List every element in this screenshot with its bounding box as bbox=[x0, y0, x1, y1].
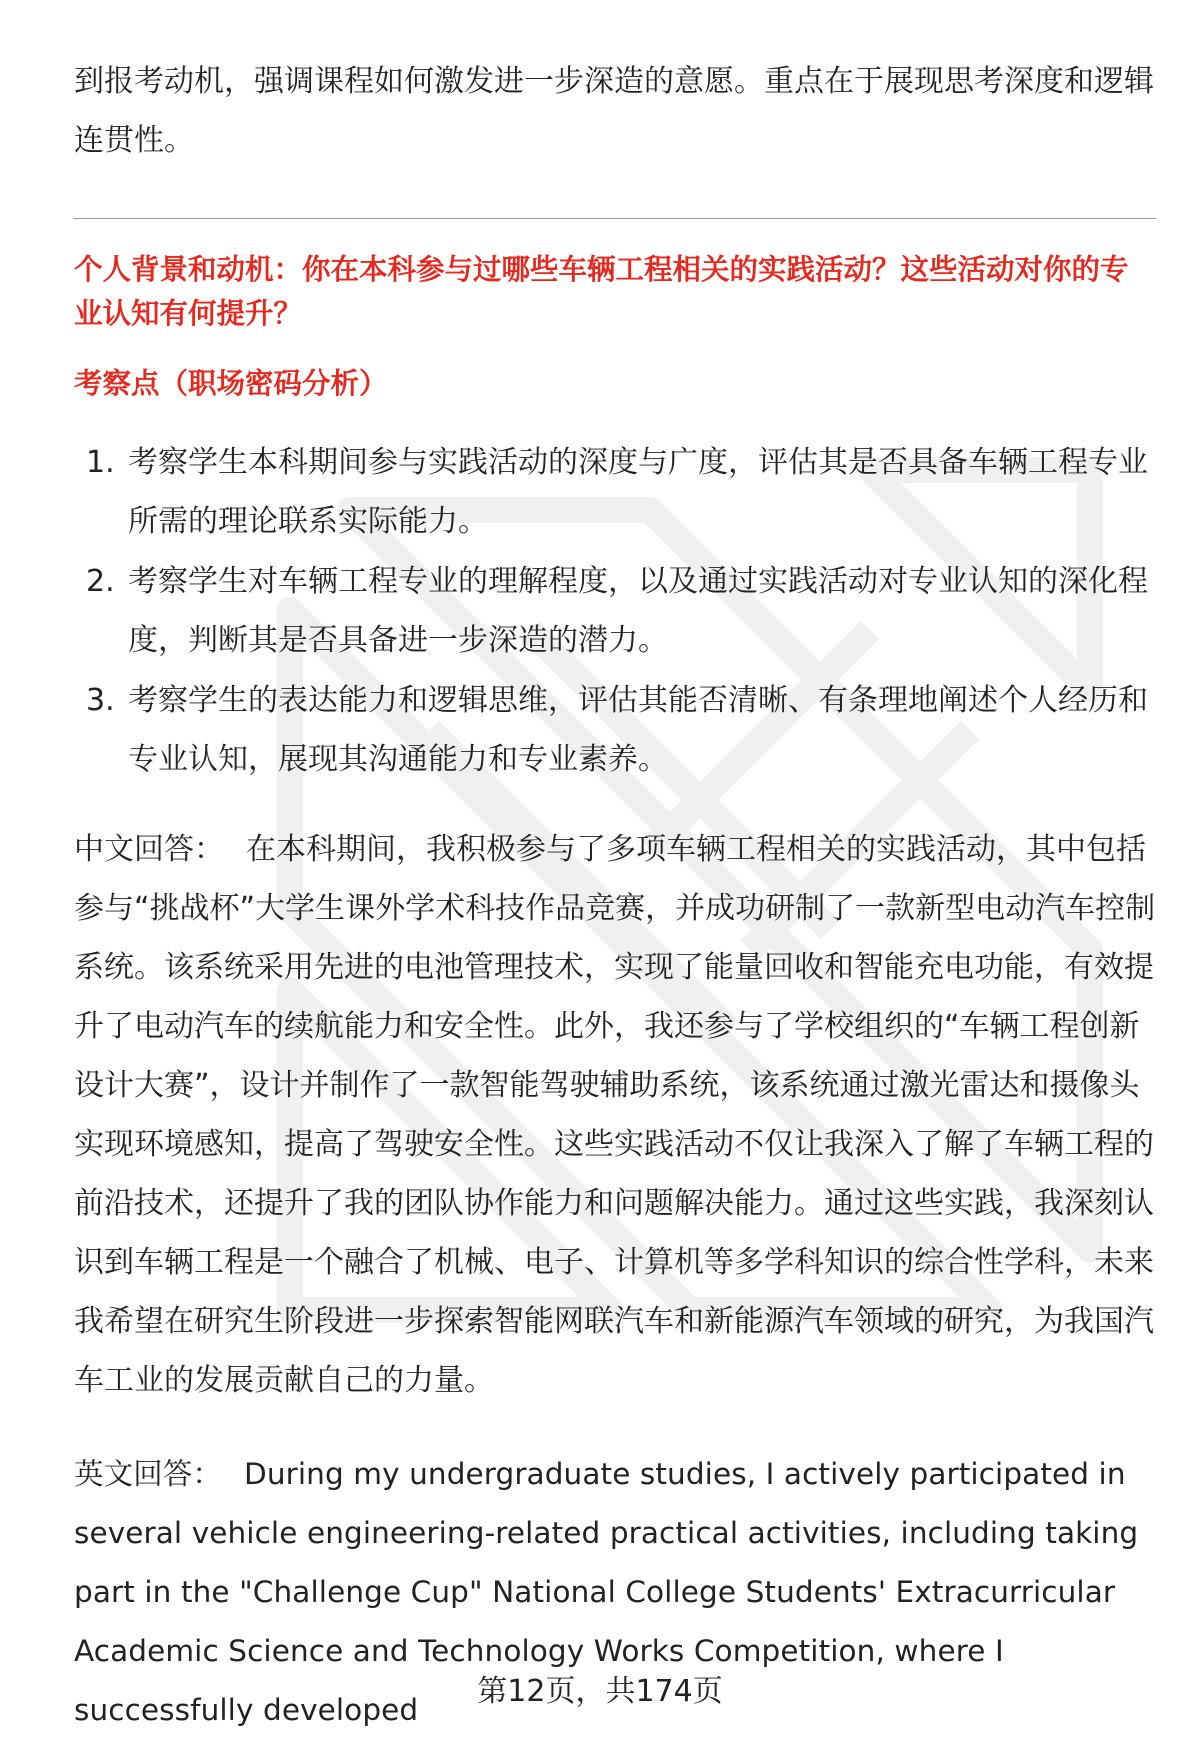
chinese-answer-label: 中文回答： bbox=[74, 832, 224, 867]
english-answer-text: During my undergraduate studies, I actively participated in several vehicle engineering-related practical activities, including taking part in the "Challenge Cup" National College Students' Extracurricular Academic Science and Technology Works Competition, where I successfully developed bbox=[74, 1457, 1139, 1727]
point-number: 2. bbox=[86, 564, 115, 599]
section-divider bbox=[74, 218, 1156, 219]
assessment-point bbox=[74, 552, 1156, 670]
assessment-point bbox=[74, 671, 1156, 789]
chinese-answer-paragraph bbox=[74, 820, 1156, 1410]
chinese-answer-text: 在本科期间，我积极参与了多项车辆工程相关的实践活动，其中包括参与“挑战杯”大学生课外学术科技作品竞赛，并成功研制了一款新型电动汽车控制系统。该系统采用先进的电池管理技术，实现了能量回收和智能充电功能，有效提升了电动汽车的续航能力和安全性。此外，我还参与了学校组织的“车辆工程创新设计大赛”，设计并制作了一款智能驾驶辅助系统，该系统通过激光雷达和摄像头实现环境感知，提高了驾驶安全性。这些实践活动不仅让我深入了解了车辆工程的前沿技术，还提升了我的团队协作能力和问题解决能力。通过这些实践，我深刻认识到车辆工程是一个融合了机械、电子、计算机等多学科知识的综合性学科，未来我希望在研究生阶段进一步探索智能网联汽车和新能源汽车领域的研究，为我国汽车工业的发展贡献自己的力量。 bbox=[74, 832, 1156, 1398]
english-answer-label: 英文回答： bbox=[74, 1457, 223, 1491]
assessment-points-list bbox=[74, 433, 1156, 790]
point-text: 考察学生本科期间参与实践活动的深度与广度，评估其是否具备车辆工程专业所需的理论联系实际能力。 bbox=[128, 445, 1148, 539]
point-text: 考察学生的表达能力和逻辑思维，评估其能否清晰、有条理地阐述个人经历和专业认知，展现其沟通能力和专业素养。 bbox=[128, 683, 1148, 777]
question-heading: 个人背景和动机：你在本科参与过哪些车辆工程相关的实践活动？这些活动对你的专业认知有何提升？ bbox=[74, 253, 1129, 330]
point-number: 1. bbox=[86, 445, 115, 480]
point-text: 考察学生对车辆工程专业的理解程度，以及通过实践活动对专业认知的深化程度，判断其是否具备进一步深造的潜力。 bbox=[128, 564, 1148, 658]
assessment-heading: 考察点（职场密码分析） bbox=[74, 367, 388, 400]
page-number-footer: 第12页，共174页 bbox=[477, 1674, 723, 1709]
intro-paragraph: 到报考动机，强调课程如何激发进一步深造的意愿。重点在于展现思考深度和逻辑连贯性。 bbox=[74, 64, 1154, 158]
point-number: 3. bbox=[86, 683, 115, 718]
assessment-point bbox=[74, 433, 1156, 551]
